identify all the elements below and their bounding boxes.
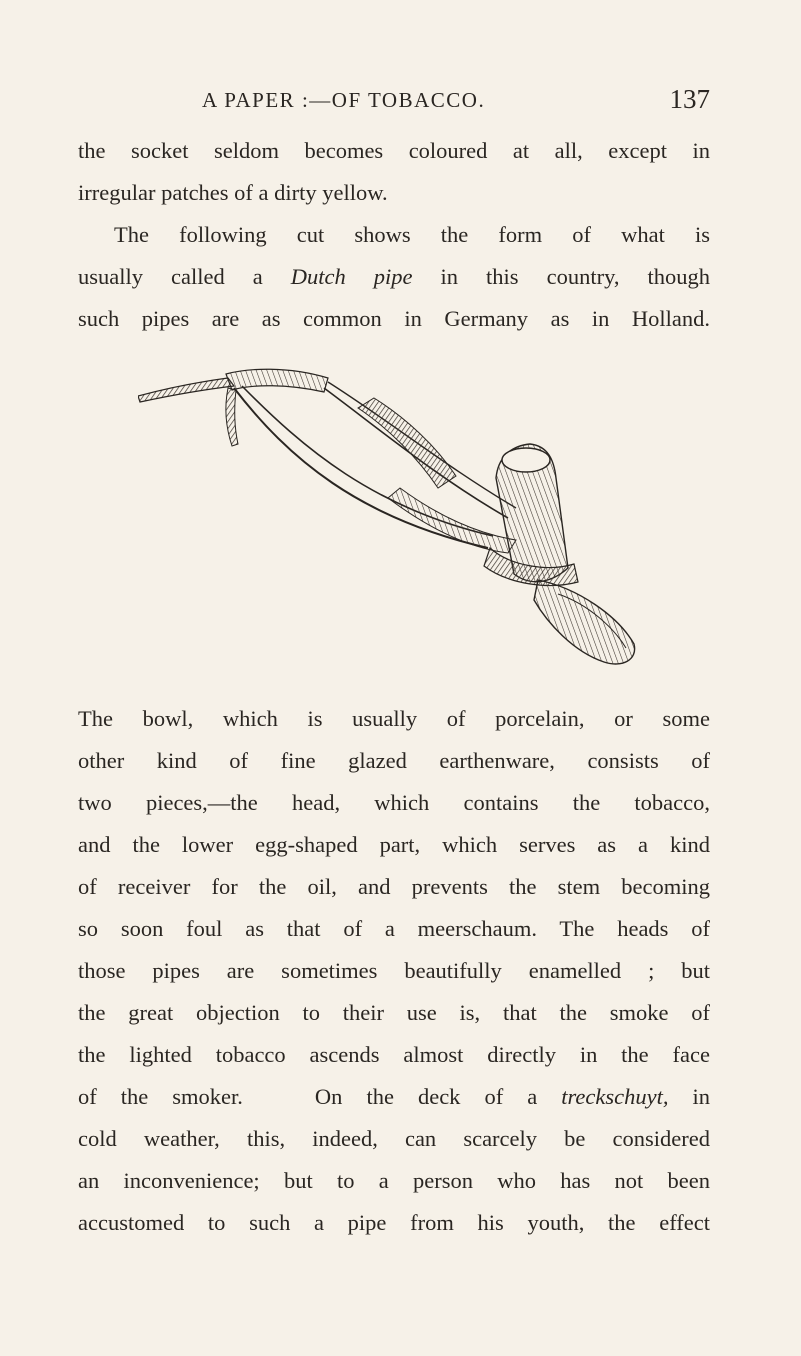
text-block-lower: [78, 698, 710, 1244]
text-line: two pieces,—the head, which contains the tobacco,: [78, 790, 710, 815]
text-line: other kind of fine glazed earthenware, consists of: [78, 748, 710, 773]
page-number: 137: [669, 84, 710, 114]
dutch-pipe-illustration: [138, 368, 658, 668]
text-line: such pipes are as common in Germany as in Holland.: [78, 306, 710, 331]
text-line: so soon foul as that of a meerschaum. The heads of: [78, 916, 710, 941]
text-line: of receiver for the oil, and prevents the stem becoming: [78, 874, 710, 899]
page-header: [70, 84, 710, 124]
text-line: the lighted tobacco ascends almost directly in the face: [78, 1042, 710, 1067]
running-title: A PAPER :—OF TOBACCO.: [202, 88, 486, 112]
text-line: accustomed to such a pipe from his youth, the effect: [78, 1210, 710, 1235]
text-line: cold weather, this, indeed, can scarcely be considered: [78, 1126, 710, 1151]
italic-term-treckschuyt: treckschuyt,: [561, 1084, 669, 1109]
paragraph-3: [78, 698, 710, 1244]
pipe-engraving: [138, 368, 658, 668]
text-line: The following cut shows the form of what is: [114, 222, 710, 247]
text-line: of the smoker. On the deck of a treckschuyt, in: [78, 1084, 710, 1109]
text-block-upper: [78, 130, 710, 340]
text-line: those pipes are sometimes beautifully enamelled ; but: [78, 958, 710, 983]
text-line: the socket seldom becomes coloured at all, except in: [78, 138, 710, 163]
paragraph-1: [78, 130, 710, 214]
text-line: and the lower egg-shaped part, which serves as a kind: [78, 832, 710, 857]
text-line: the great objection to their use is, that the smoke of: [78, 1000, 710, 1025]
text-line: The bowl, which is usually of porcelain, or some: [78, 706, 710, 731]
text-line: usually called a Dutch pipe in this country, though: [78, 264, 710, 289]
text-line: an inconvenience; but to a person who has not been: [78, 1168, 710, 1193]
paragraph-2: [78, 214, 710, 340]
italic-term-dutch-pipe: Dutch pipe: [290, 264, 413, 289]
text-line: irregular patches of a dirty yellow.: [78, 180, 388, 205]
